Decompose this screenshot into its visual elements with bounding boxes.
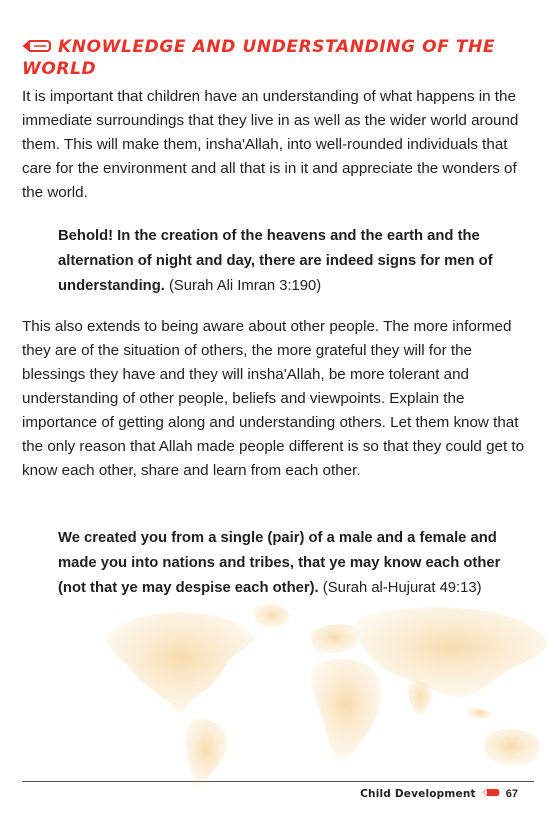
footer-divider <box>22 781 534 782</box>
world-map-illustration <box>96 596 556 786</box>
quote-1-citation: (Surah Ali Imran 3:190) <box>169 278 322 294</box>
heading-text: KNOWLEDGE AND UNDERSTANDING OF THE WORLD <box>22 37 496 79</box>
footer-section-title: Child Development <box>360 788 476 800</box>
body-paragraph: This also extends to being aware about other people. The more informed they are of the situation of others, the more grateful they will for the blessings they have and they will insha'Allah, be more tolerant and understanding of other people, beliefs and viewpoints. Explain the importance of getting along and understanding others. Let them know that the only reason that Allah made people different is so that they could get to know each other, share and learn from each other. <box>22 318 525 479</box>
quote-2-citation: (Surah al-Hujurat 49:13) <box>322 580 482 596</box>
quran-quote-2 <box>58 526 528 601</box>
quote-2-text: We created you from a single (pair) of a male and a female and made you into nations and tribes, that ye may know each other (not that ye may despise each other). <box>58 530 501 596</box>
page-number: 67 <box>505 788 518 800</box>
pencil-icon <box>482 788 500 797</box>
quote-1-text: Behold! In the creation of the heavens and the earth and the alternation of night and day, there are indeed signs for men of understanding. <box>58 228 493 294</box>
intro-paragraph: It is important that children have an understanding of what happens in the immediate surroundings that they live in as well as the wider world around them. This will make them, insha'Allah, into well-rounded individuals that care for the environment and all that is in it and appreciate the wonders of the world. <box>22 88 519 201</box>
page-footer <box>360 788 518 800</box>
pencil-icon <box>22 39 52 53</box>
quran-quote-1 <box>58 224 528 299</box>
section-heading <box>22 36 542 80</box>
